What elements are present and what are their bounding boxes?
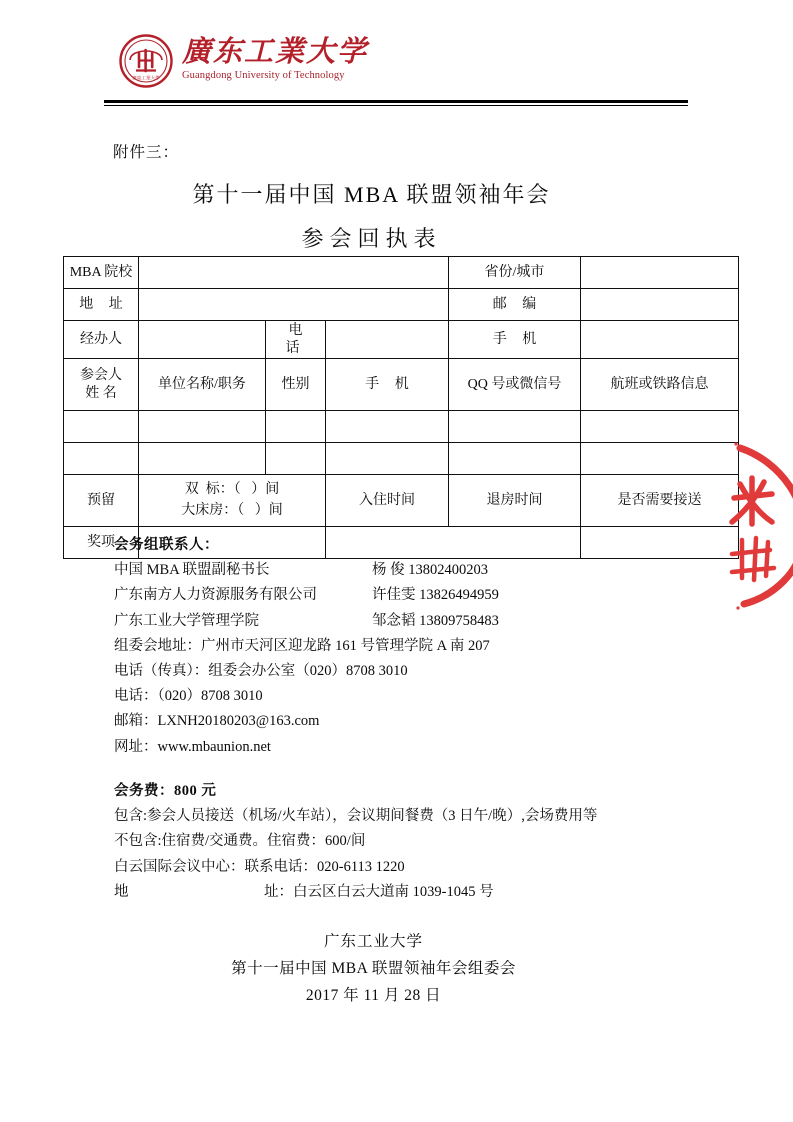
column-header-gender: 性别 [266,359,326,411]
letterhead-text [182,33,368,81]
input-participant-travel[interactable] [581,411,739,443]
attachment-label: 附件三： [113,144,180,161]
input-address[interactable] [139,289,449,321]
reservation-row [64,475,739,527]
column-header-participant-name [64,359,139,411]
input-participant-qq[interactable] [449,411,581,443]
input-participant-org[interactable] [139,443,266,475]
signature-organization: 广东工业大学 [323,933,423,950]
university-crest-icon [118,33,174,89]
contact-person [114,558,499,583]
reservation-room-options[interactable] [139,475,326,527]
input-telephone[interactable] [326,321,449,359]
contact-detail: 邹念韬 13809758483 [372,612,499,629]
fee-heading: 会务费：800 元 [114,783,217,799]
label-province-city: 省份/城市 [449,257,581,289]
label-reservation: 预留 [64,475,139,527]
fee-section [114,779,597,905]
label-handler: 经办人 [64,321,139,359]
university-name-cn: 廣东工業大学 [182,36,369,68]
label-address: 地 址 [64,289,139,321]
column-header-qq-wechat: QQ 号或微信号 [449,359,581,411]
committee-email: 邮箱：LXNH20180203@163.com [114,713,320,730]
participant-header-row [64,359,739,411]
venue-address [114,880,597,905]
venue-address-label: 地 [114,883,129,900]
contact-person [114,583,499,608]
input-participant-mobile[interactable] [326,443,449,475]
signature-committee: 第十一届中国 MBA 联盟领袖年会组委会 [231,960,516,977]
contact-org: 广东工业大学管理学院 [114,612,259,629]
contact-heading: 会务组联系人： [114,537,219,553]
contact-org: 中国 MBA 联盟副秘书长 [114,562,270,579]
committee-phone: 电话：（020）8708 3010 [114,688,263,705]
committee-fax: 电话（传真）：组委会办公室（020）8708 3010 [114,663,408,680]
input-participant-gender[interactable] [266,443,326,475]
table-row [64,443,739,475]
label-need-pickup: 是否需要接送 [581,475,739,527]
table-row [64,411,739,443]
input-award-extra2[interactable] [581,527,739,559]
letterhead [118,33,368,89]
input-participant-qq[interactable] [449,443,581,475]
input-postcode[interactable] [581,289,739,321]
fee-excluded: 不包含:住宿费/交通费。住宿费：600/间 [114,833,366,850]
input-participant-org[interactable] [139,411,266,443]
column-header-flight-train: 航班或铁路信息 [581,359,739,411]
label-telephone: 电 话 [266,321,326,359]
committee-website: 网址：www.mbaunion.net [114,738,271,755]
committee-address: 组委会地址：广州市天河区迎龙路 161 号管理学院 A 南 207 [114,637,490,654]
contact-detail: 杨 俊 13802400203 [372,562,488,579]
page-title: 第十一届中国 MBA 联盟领袖年会 [192,182,551,207]
label-postcode: 邮 编 [449,289,581,321]
table-row [64,289,739,321]
label-checkout-time: 退房时间 [449,475,581,527]
input-participant-name[interactable] [64,443,139,475]
signature-block [0,928,793,1009]
input-province-city[interactable] [581,257,739,289]
column-header-org-title: 单位名称/职务 [139,359,266,411]
university-name-en: Guangdong University of Technology [182,70,345,82]
contact-section [114,533,499,760]
room-option-king: 大床房：（ ）间 [181,502,283,518]
contact-person [114,609,499,634]
participant-name-line2: 姓 名 [85,385,117,401]
participant-name-line1: 参会人 [80,368,122,383]
input-participant-name[interactable] [64,411,139,443]
svg-text:廣東工業大學: 廣東工業大學 [132,75,160,81]
input-mba-school[interactable] [139,257,449,289]
table-row [64,257,739,289]
contact-org: 广东南方人力资源服务有限公司 [114,587,317,604]
input-participant-mobile[interactable] [326,411,449,443]
registration-form-table [63,256,739,559]
fee-included: 包含:参会人员接送（机场/火车站），会议期间餐费（3 日午/晚）,会场费用等 [114,808,598,825]
venue-contact: 白云国际会议中心：联系电话：020-6113 1220 [114,858,405,875]
label-mobile: 手 机 [449,321,581,359]
label-mba-school: MBA 院校 [64,257,139,289]
page-subtitle: 参会回执表 [301,226,442,251]
label-award: 奖项 [64,527,139,559]
signature-date: 2017 年 11 月 28 日 [305,987,442,1004]
table-row [64,321,739,359]
input-handler[interactable] [139,321,266,359]
contact-detail: 许佳雯 13826494959 [372,587,499,604]
letterhead-divider [104,100,688,106]
label-checkin-time: 入住时间 [326,475,449,527]
input-participant-gender[interactable] [266,411,326,443]
input-mobile[interactable] [581,321,739,359]
venue-address-value: 址：白云区白云大道南 1039-1045 号 [264,883,494,900]
column-header-mobile: 手 机 [326,359,449,411]
input-participant-travel[interactable] [581,443,739,475]
room-option-twin: 双 标：（ ）间 [184,482,280,498]
